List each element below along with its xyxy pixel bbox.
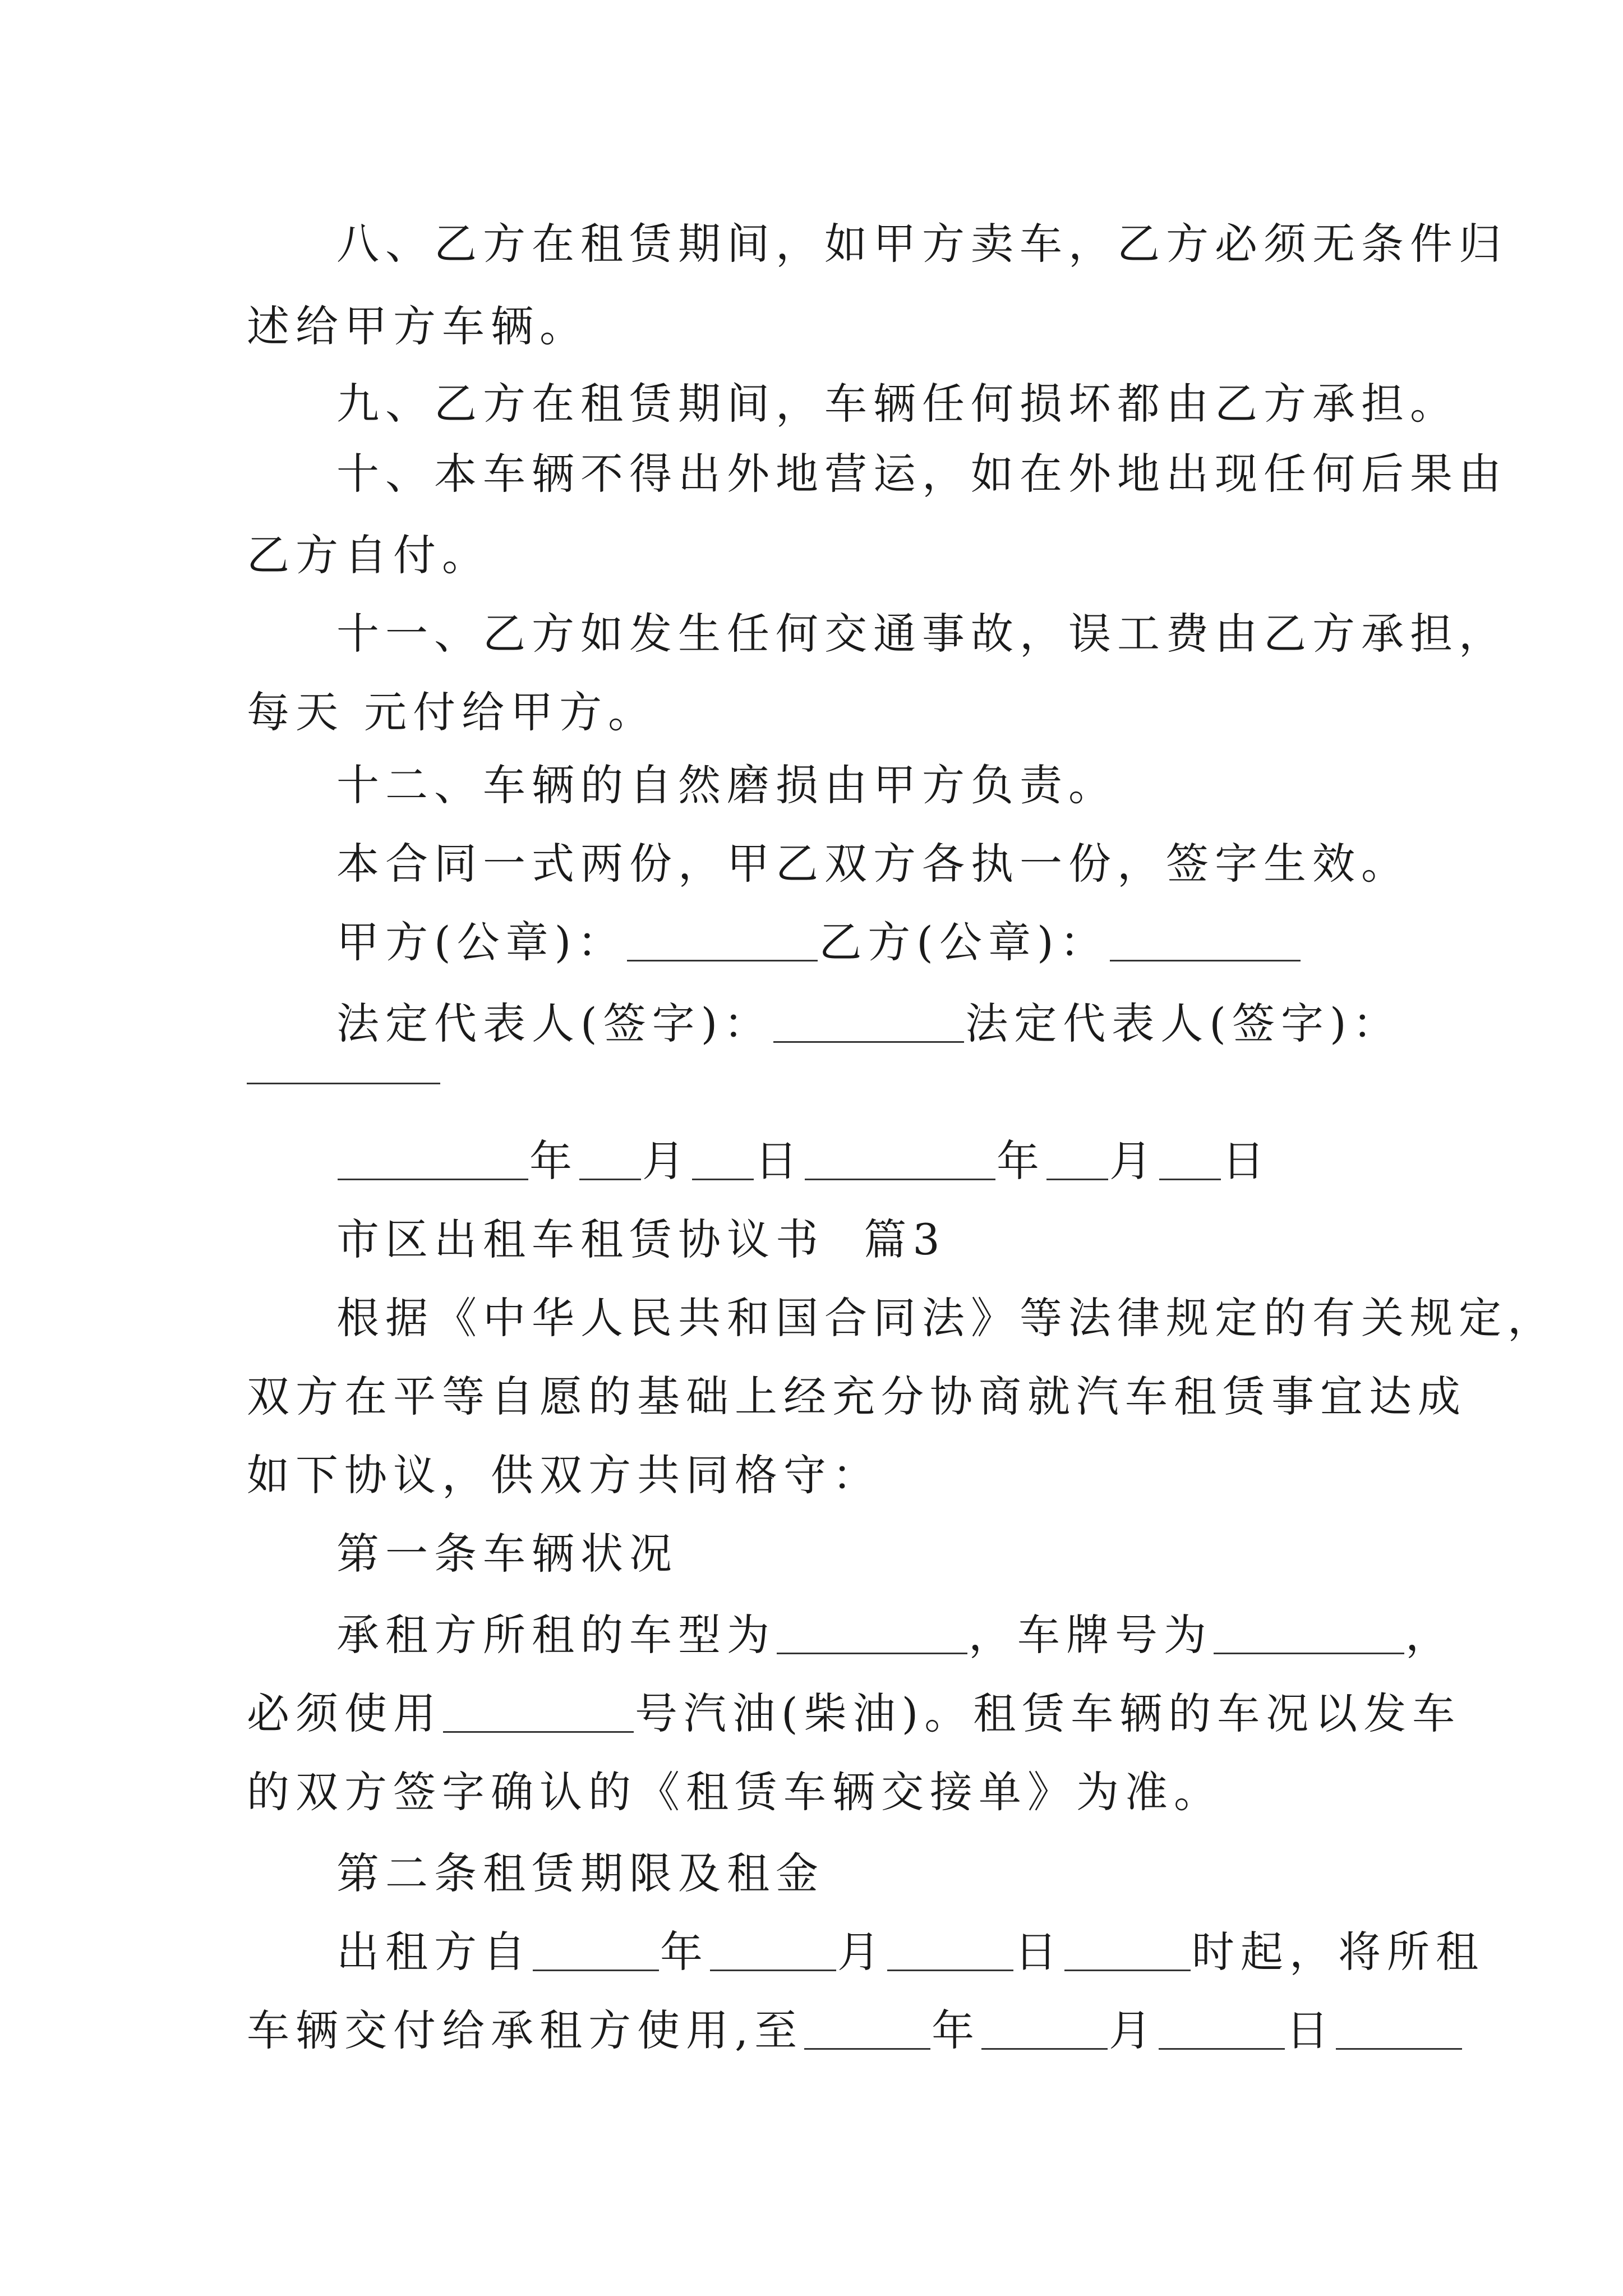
article-1-title: 第一条车辆状况	[336, 1529, 678, 1579]
start-year-label: 年	[660, 1927, 709, 1977]
start-day-blank	[887, 1967, 1013, 1971]
article-1-line-1	[0, 1604, 1623, 1666]
end-year-blank	[804, 2046, 930, 2050]
date-b-year-label: 年	[997, 1136, 1045, 1186]
end-day-label: 日	[1286, 2005, 1335, 2055]
fuel-grade-blank	[443, 1729, 634, 1733]
party-a-rep-blank	[773, 1039, 964, 1043]
end-day-blank	[1159, 2046, 1285, 2050]
clause-8-line-1: 八、乙方在租赁期间，如甲方卖车，乙方必须无条件归	[336, 219, 1507, 269]
party-a-seal-blank	[627, 958, 818, 961]
lease-from-label: 出租方自	[336, 1927, 532, 1977]
intro-line-1: 根据《中华人民共和国合同法》等法律规定的有关规定，	[336, 1293, 1556, 1343]
start-year-blank	[533, 1967, 659, 1971]
start-month-label: 月	[837, 1927, 886, 1977]
clause-12: 十二、车辆的自然磨损由甲方负责。	[336, 760, 1117, 810]
intro-line-3: 如下协议，供双方共同格守：	[247, 1450, 881, 1500]
clause-11-line-1: 十一、乙方如发生任何交通事故，误工费由乙方承担，	[336, 609, 1507, 659]
date-b-month-blank	[1046, 1176, 1108, 1180]
vehicle-model-blank	[777, 1650, 967, 1654]
clause-8-line-2: 述给甲方车辆。	[247, 301, 588, 351]
end-month-blank	[981, 2046, 1108, 2050]
signature-line-seal	[0, 912, 1623, 973]
date-a-month-label: 月	[642, 1136, 691, 1186]
date-a-day-label: 日	[755, 1136, 804, 1186]
date-a-year-blank	[338, 1176, 528, 1180]
date-b-day-blank	[1159, 1176, 1221, 1180]
clause-10-line-2: 乙方自付。	[247, 530, 491, 580]
clause-9: 九、乙方在租赁期间，车辆任何损坏都由乙方承担。	[336, 379, 1459, 429]
lease-until-label: 车辆交付给承租方使用,至	[247, 2005, 804, 2055]
date-line	[0, 1130, 1623, 1192]
date-b-month-label: 月	[1109, 1136, 1158, 1186]
party-a-seal-label: 甲方(公章)：	[336, 917, 626, 967]
party-b-rep-label: 法定代表人(签字)：	[965, 999, 1401, 1048]
signature-line-representative	[0, 993, 1623, 1055]
date-b-day-label: 日	[1222, 1136, 1271, 1186]
end-hour-blank	[1336, 2046, 1462, 2050]
end-month-label: 月	[1109, 2005, 1158, 2055]
section-heading: 市区出租车租赁协议书 篇3	[336, 1214, 946, 1264]
party-a-rep-label: 法定代表人(签字)：	[336, 999, 773, 1048]
party-b-seal-blank	[1110, 958, 1301, 961]
start-hour-text: 时起，将所租	[1192, 1927, 1484, 1977]
date-a-day-blank	[692, 1176, 754, 1180]
article-1-line-2	[0, 1683, 1623, 1745]
party-b-rep-blank	[247, 1083, 440, 1084]
plate-number-label: ，车牌号为	[969, 1610, 1212, 1660]
end-year-label: 年	[932, 2005, 981, 2055]
clause-10-line-1: 十、本车辆不得出外地营运，如在外地出现任何后果由	[336, 449, 1507, 499]
article-2-line-1	[0, 1921, 1623, 1983]
article-2-title: 第二条租赁期限及租金	[336, 1848, 824, 1898]
article-2-line-2	[0, 2000, 1623, 2062]
date-b-year-blank	[805, 1176, 995, 1180]
comma: ，	[1405, 1610, 1454, 1660]
article-1-line-3: 的双方签字确认的《租赁车辆交接单》为准。	[247, 1767, 1223, 1817]
copies-clause: 本合同一式两份，甲乙双方各执一份，签字生效。	[336, 839, 1410, 889]
fuel-text: 号汽油(柴油)。租赁车辆的车况以发车	[635, 1688, 1461, 1738]
vehicle-model-label: 承租方所租的车型为	[336, 1610, 776, 1660]
clause-11-line-2: 每天 元付给甲方。	[247, 687, 657, 737]
intro-line-2: 双方在平等自愿的基础上经充分协商就汽车租赁事宜达成	[247, 1372, 1467, 1421]
start-month-blank	[710, 1967, 836, 1971]
party-b-seal-label: 乙方(公章)：	[819, 917, 1109, 967]
date-a-year-label: 年	[529, 1136, 578, 1186]
fuel-label: 必须使用	[247, 1688, 442, 1738]
date-a-month-blank	[579, 1176, 641, 1180]
plate-number-blank	[1214, 1650, 1404, 1654]
start-hour-blank	[1064, 1967, 1191, 1971]
start-day-label: 日	[1015, 1927, 1063, 1977]
